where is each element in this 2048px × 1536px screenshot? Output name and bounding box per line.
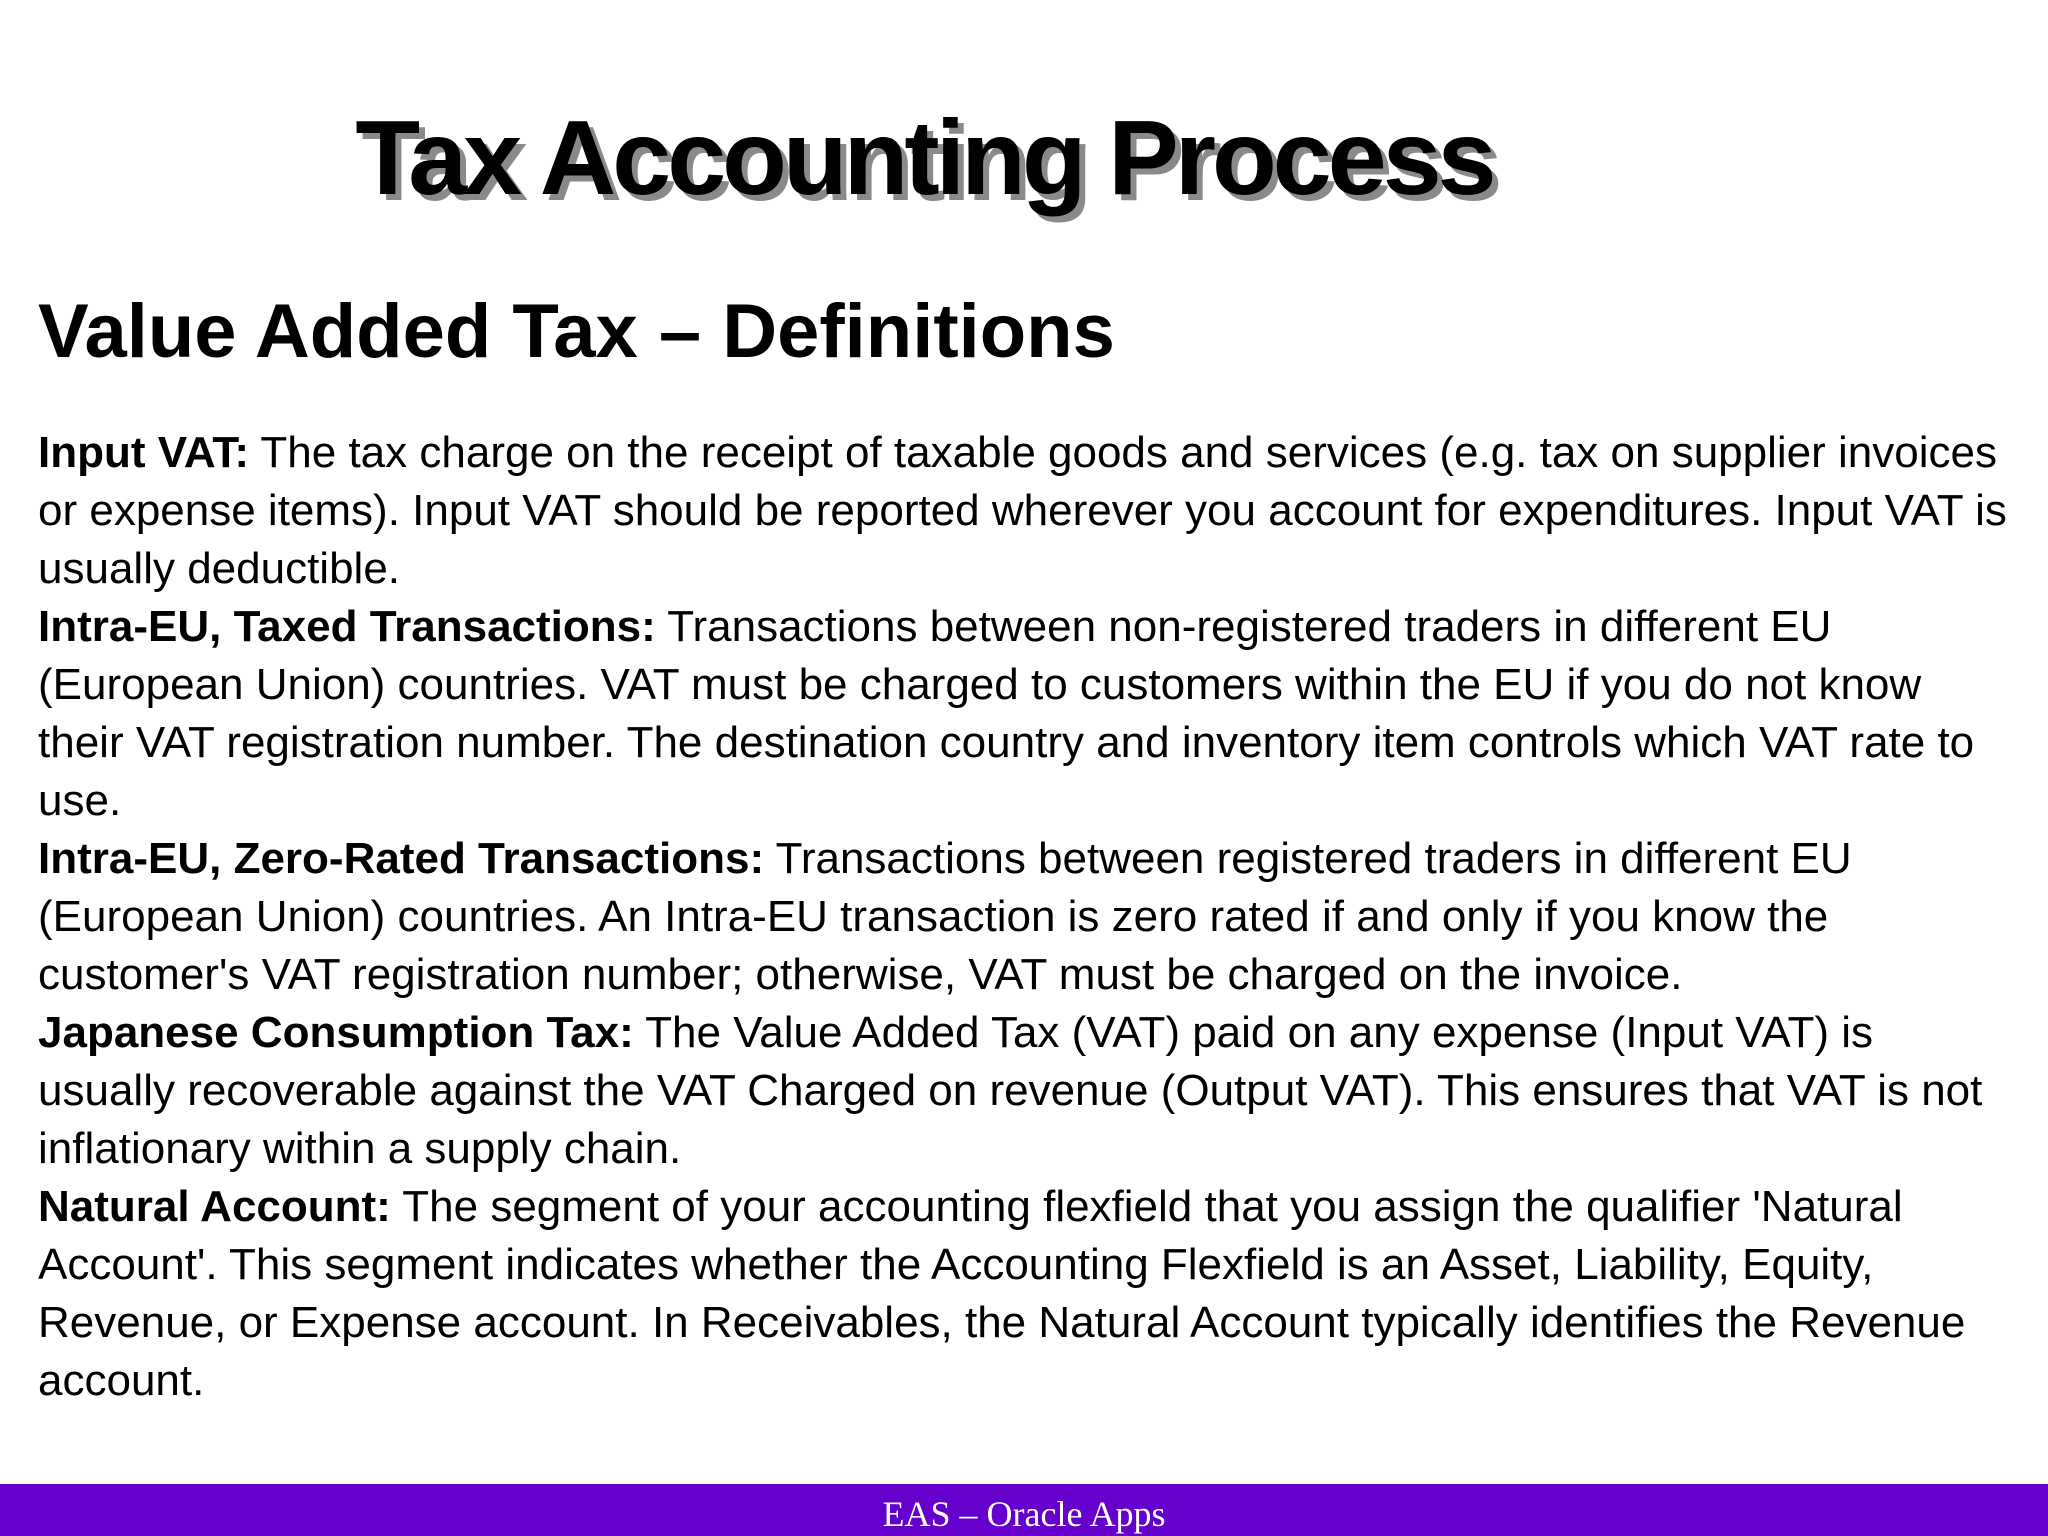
slide-title: Tax Accounting Process bbox=[355, 99, 1493, 217]
definition-text: The segment of your accounting flexfield that you assign the qualifier 'Natural Account'. This segment indicates whether the Accounting Flexfield is an Asset, Liability, Equity, Revenue, or Expense account. In Receivables, the Natural Account typically identifies the Revenue account. bbox=[38, 1182, 1966, 1405]
footer-bar bbox=[0, 1484, 2048, 1536]
definition-natural-account bbox=[38, 1178, 2018, 1410]
definition-input-vat bbox=[38, 424, 2018, 598]
definitions-list bbox=[38, 424, 2018, 1410]
footer-text: EAS – Oracle Apps bbox=[882, 1494, 1166, 1534]
definition-text: The Value Added Tax (VAT) paid on any expense (Input VAT) is usually recoverable against the VAT Charged on revenue (Output VAT). This ensures that VAT is not inflationary within a supply chain. bbox=[38, 1008, 1983, 1173]
definition-term: Input VAT: bbox=[38, 428, 249, 477]
definition-intra-eu-taxed bbox=[38, 598, 2018, 830]
definition-term: Japanese Consumption Tax: bbox=[38, 1008, 634, 1057]
definition-term: Intra-EU, Zero-Rated Transactions: bbox=[38, 834, 765, 883]
definition-text: Transactions between registered traders in different EU (European Union) countries. An Intra-EU transaction is zero rated if and only if you know the customer's VAT registration number; otherwise, VAT must be charged on the invoice. bbox=[38, 834, 1852, 999]
definition-text: Transactions between non-registered traders in different EU (European Union) countries. VAT must be charged to customers within the EU if you do not know their VAT registration number. The destination country and inventory item controls which VAT rate to use. bbox=[38, 602, 1975, 825]
definition-text: The tax charge on the receipt of taxable goods and services (e.g. tax on supplier invoices or expense items). Input VAT should be reported wherever you account for expenditures. Input VAT is usually deductible. bbox=[38, 428, 2007, 593]
definition-term: Intra-EU, Taxed Transactions: bbox=[38, 602, 656, 651]
definition-term: Natural Account: bbox=[38, 1182, 391, 1231]
definition-japanese-consumption-tax bbox=[38, 1004, 2018, 1178]
section-subtitle: Value Added Tax – Definitions bbox=[38, 289, 1115, 374]
definition-intra-eu-zero-rated bbox=[38, 830, 2018, 1004]
